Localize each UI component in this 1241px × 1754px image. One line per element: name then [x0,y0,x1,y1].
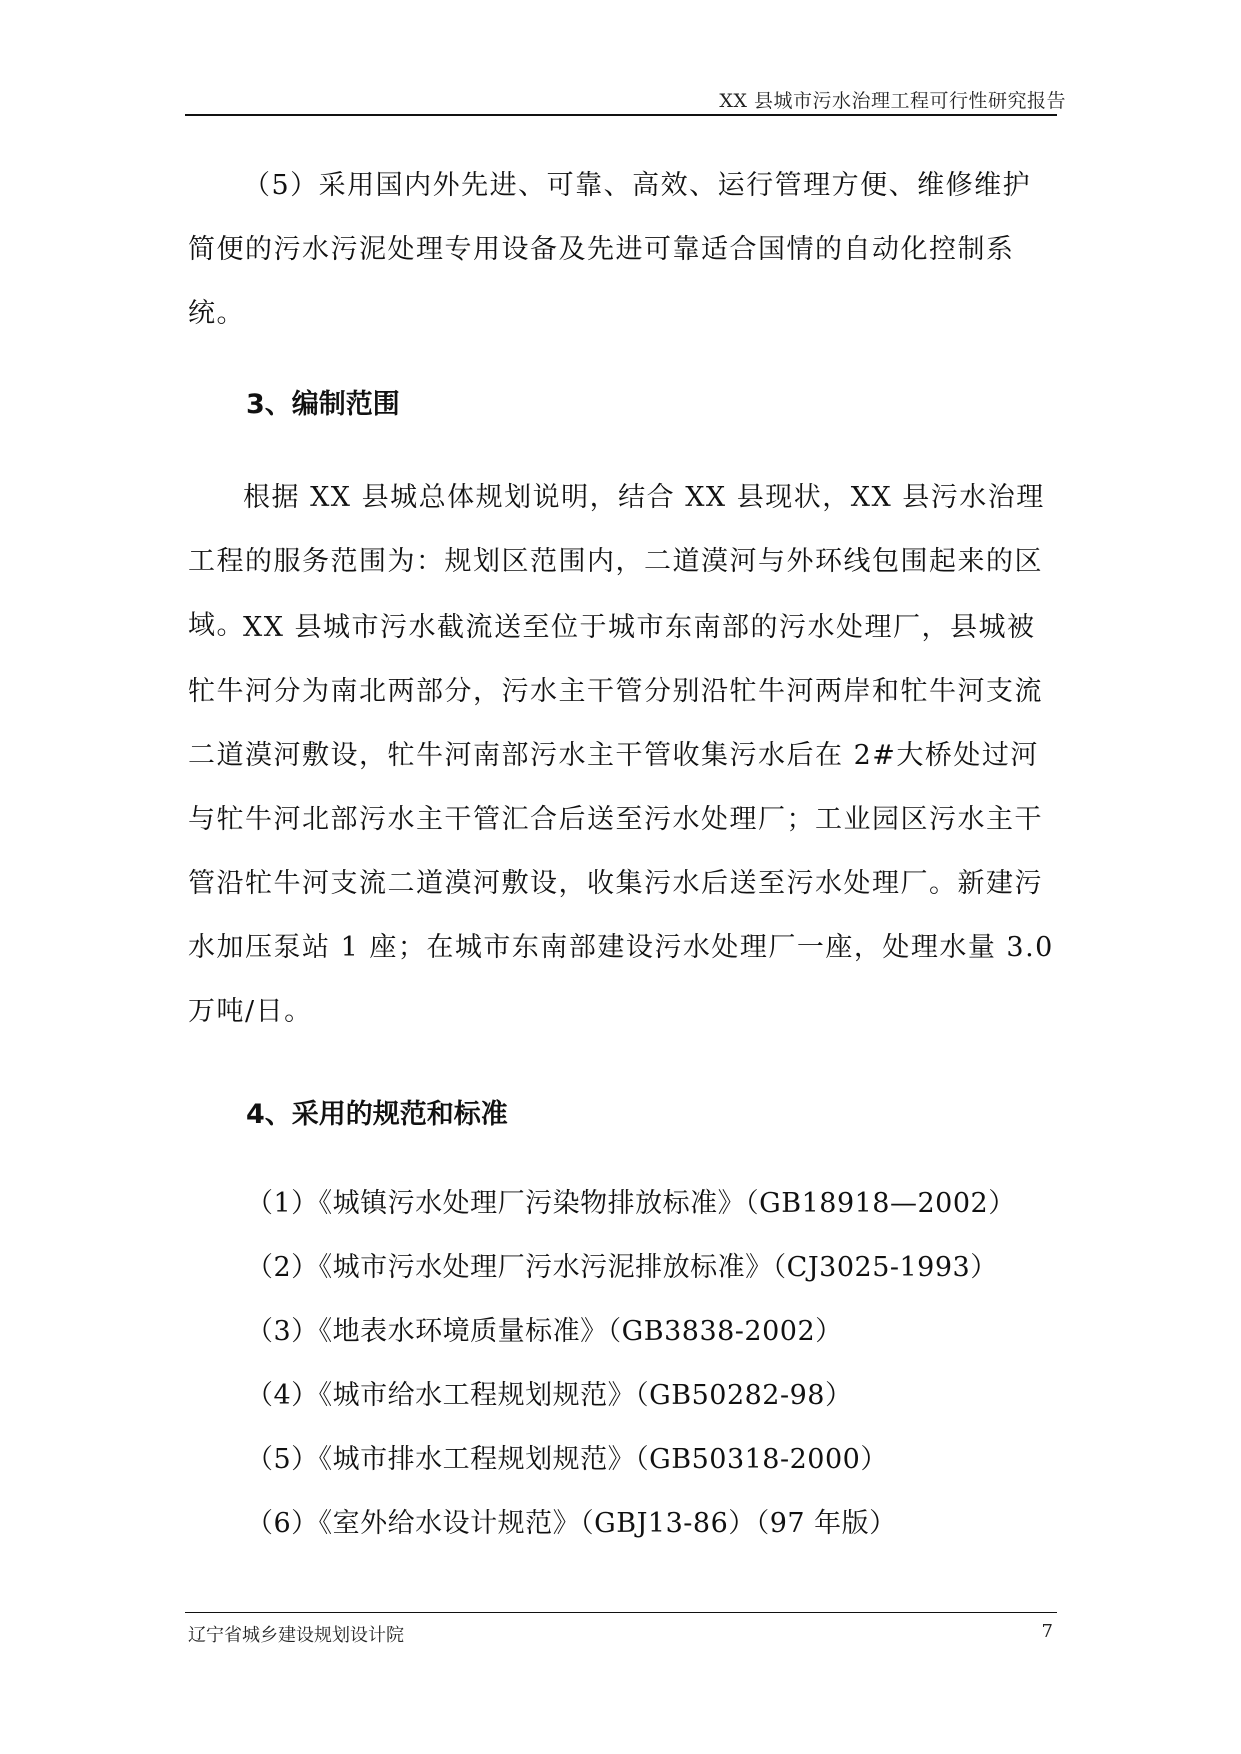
standard-item: （3）《地表水环境质量标准》（GB3838-2002） [246,1316,843,1347]
standard-item: （4）《城市给水工程规划规范》（GB50282-98） [246,1380,853,1411]
page-number: 7 [1041,1621,1053,1642]
paragraph-service-scope: 根据 XX 县城总体规划说明，结合 XX 县现状，XX 县污水治理工程的服务范围为：规划区范围内，二道漠河与外环线包围起来的区域。 [188,482,1045,641]
footer-divider [185,1612,1057,1613]
standard-item: （2）《城市污水处理厂污水污泥排放标准》（CJ3025-1993） [246,1252,998,1283]
footer-organization: 辽宁省城乡建设规划设计院 [188,1625,404,1646]
section-heading-standards: 4、采用的规范和标准 [246,1099,508,1130]
standard-item: （1）《城镇污水处理厂污染物排放标准》（GB18918—2002） [246,1188,1016,1219]
running-header: XX 县城市污水治理工程可行性研究报告 [719,90,1066,112]
standard-item: （6）《室外给水设计规范》（GBJ13-86）（97 年版） [246,1508,897,1539]
header-divider [185,114,1057,116]
section-heading-scope: 3、编制范围 [246,389,400,420]
standards-list [246,1172,1016,1556]
standard-item: （5）《城市排水工程规划规范》（GB50318-2000） [246,1444,888,1475]
paragraph-equipment: （5）采用国内外先进、可靠、高效、运行管理方便、维修维护简便的污水污泥处理专用设备及先进可靠适合国情的自动化控制系统。 [188,170,1032,329]
paragraph-pipeline: XX 县城市污水截流送至位于城市东南部的污水处理厂，县城被牤牛河分为南北两部分，污水主干管分别沿牤牛河两岸和牤牛河支流二道漠河敷设，牤牛河南部污水主干管收集污水后在 2#大桥处过河与牤牛河北部污水主干管汇合后送至污水处理厂；工业园区污水主干管沿牤牛河支流二道漠河敷设，收集污水后送至污水处理厂。新建污水加压泵站 1 座；在城市东南部建设污水处理厂一座，处理水量 3.0 万吨/日。 [188,612,1054,1027]
